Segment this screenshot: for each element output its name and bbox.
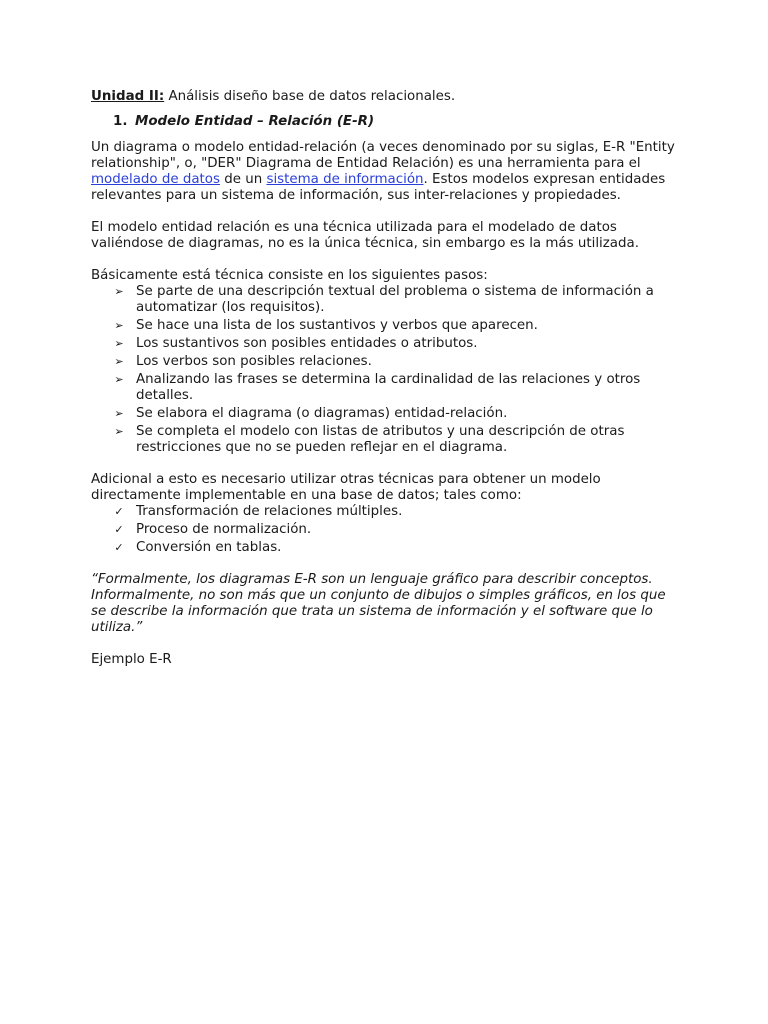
step-text: Los verbos son posibles relaciones. (136, 354, 372, 369)
list-item (91, 354, 681, 370)
step-text: Los sustantivos son posibles entidades o atributos. (136, 336, 478, 351)
step-text: Analizando las frases se determina la cardinalidad de las relaciones y otros detalles. (136, 372, 641, 403)
document-page (91, 89, 681, 668)
unit-text: Análisis diseño base de datos relacionales. (164, 89, 456, 104)
definition-paragraph: El modelo entidad relación es una técnica utilizada para el modelado de datos valiéndose de diagramas, no es la única técnica, sin embargo es la más utilizada. (91, 220, 639, 251)
list-item (91, 406, 681, 422)
arrow-bullet-icon: ➢ (114, 373, 124, 386)
section-title-text: Modelo Entidad – Relación (E-R) (135, 114, 375, 129)
intro-paragraph (91, 140, 681, 204)
section-number: 1. (113, 114, 128, 129)
list-item (91, 336, 681, 352)
technique-text: Proceso de normalización. (136, 522, 312, 537)
list-item (91, 284, 681, 316)
list-item (91, 318, 681, 334)
technique-text: Conversión en tablas. (136, 540, 282, 555)
arrow-bullet-icon: ➢ (114, 425, 124, 438)
step-text: Se hace una lista de los sustantivos y verbos que aparecen. (136, 318, 538, 333)
step-text: Se elabora el diagrama (o diagramas) entidad-relación. (136, 406, 508, 421)
steps-list (91, 284, 681, 456)
unit-label: Unidad II: (91, 89, 165, 104)
quote-paragraph: “Formalmente, los diagramas E-R son un lenguaje gráfico para describir conceptos. Informalmente, no son más que un conjunto de dibujos o simples gráficos, en los que se describe la información que trata un sistema de información y el software que lo utiliza.” (91, 572, 666, 635)
list-item (91, 504, 681, 520)
list-item (91, 424, 681, 456)
technique-text: Transformación de relaciones múltiples. (136, 504, 403, 519)
step-text: Se completa el modelo con listas de atributos y una descripción de otras restricciones que no se pueden reflejar en el diagrama. (136, 424, 625, 455)
arrow-bullet-icon: ➢ (114, 319, 124, 332)
unit-heading (91, 89, 681, 105)
modelado-de-datos-link[interactable]: modelado de datos (91, 172, 220, 187)
checkmark-bullet-icon: ✓ (114, 505, 124, 518)
list-item (91, 522, 681, 538)
arrow-bullet-icon: ➢ (114, 355, 124, 368)
techniques-list (91, 504, 681, 556)
steps-intro-paragraph: Básicamente está técnica consiste en los siguientes pasos: (91, 268, 488, 283)
intro-text-3: . Estos modelos expresan entidades relevantes para un sistema de información, sus inter-relaciones y propiedades. (91, 172, 666, 203)
list-item (91, 540, 681, 556)
arrow-bullet-icon: ➢ (114, 285, 124, 298)
intro-text-1: Un diagrama o modelo entidad-relación (a veces denominado por su siglas, E-R "Entity relationship", o, "DER" Diagrama de Entidad Relación) es una herramienta para el (91, 140, 675, 171)
arrow-bullet-icon: ➢ (114, 337, 124, 350)
example-heading: Ejemplo E-R (91, 652, 172, 667)
step-text: Se parte de una descripción textual del problema o sistema de información a automatizar (los requisitos). (136, 284, 654, 315)
techniques-intro-paragraph: Adicional a esto es necesario utilizar otras técnicas para obtener un modelo directamente implementable en una base de datos; tales como: (91, 472, 601, 503)
intro-text-2: de un (219, 172, 267, 187)
checkmark-bullet-icon: ✓ (114, 523, 124, 536)
checkmark-bullet-icon: ✓ (114, 541, 124, 554)
arrow-bullet-icon: ➢ (114, 407, 124, 420)
section-title (91, 114, 681, 130)
sistema-de-informacion-link[interactable]: sistema de información (266, 172, 424, 187)
list-item (91, 372, 681, 404)
